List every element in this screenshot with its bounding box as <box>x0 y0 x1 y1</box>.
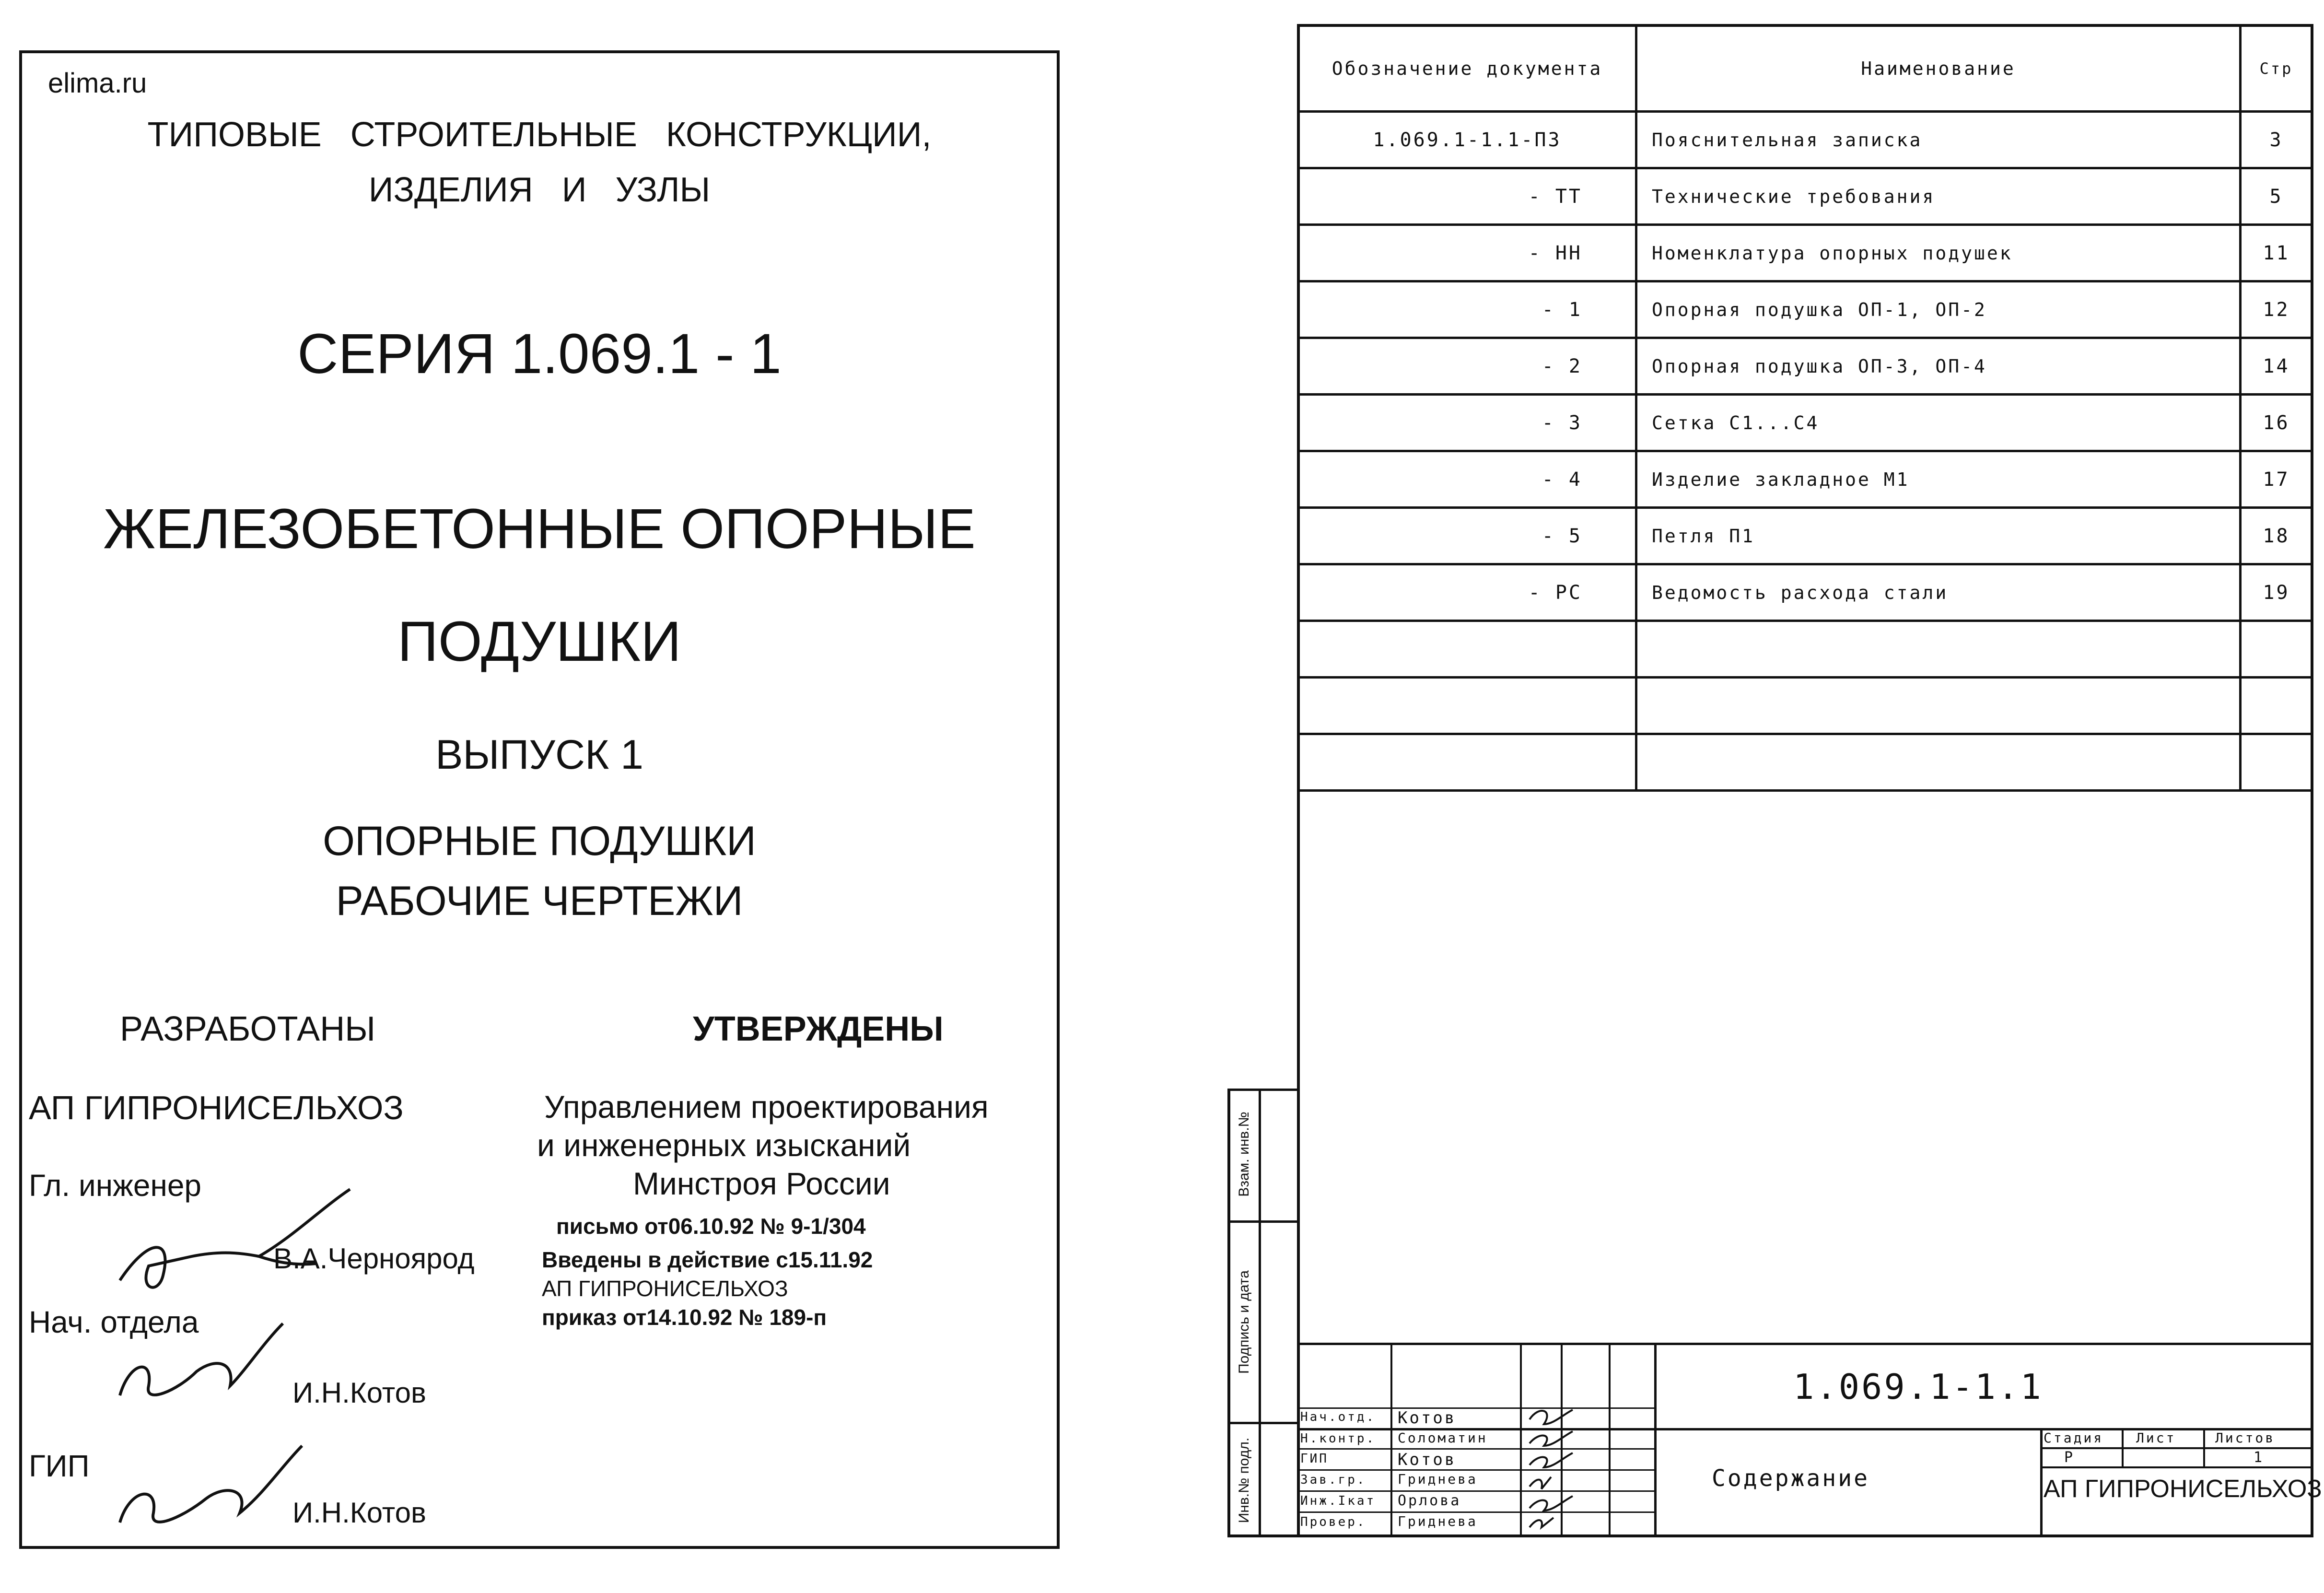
side-stamp-inv-replace: Взам. инв.№ <box>1236 1112 1252 1197</box>
effective-order: приказ от14.10.92 № 189-п <box>542 1305 827 1330</box>
row-name: Пояснительная записка <box>1636 112 2241 168</box>
approved-by-line-1: Управлением проектирования <box>544 1089 989 1124</box>
title-block-organization: АП ГИПРОНИСЕЛЬХОЗ <box>2044 1475 2322 1503</box>
contents-header-row <box>1298 25 2312 112</box>
empty-row <box>1298 678 2312 734</box>
row-designation: - 1 <box>1298 281 1636 338</box>
row-page: 18 <box>2241 508 2312 564</box>
row-name: Опорная подушка ОП-1, ОП-2 <box>1636 281 2241 338</box>
table-row <box>1298 168 2312 225</box>
row-name: Ведомость расхода стали <box>1636 564 2241 621</box>
side-stamp-sign-date: Подпись и дата <box>1236 1270 1252 1374</box>
people-name: Котов <box>1398 1408 1457 1428</box>
people-name: Орлова <box>1398 1492 1461 1509</box>
people-role: Зав.гр. <box>1300 1473 1366 1487</box>
people-name: Котов <box>1398 1450 1457 1469</box>
dept-head-role: Нач. отдела <box>29 1305 199 1339</box>
people-role: Провер. <box>1300 1515 1366 1529</box>
effective-org: АП ГИПРОНИСЕЛЬХОЗ <box>542 1276 788 1301</box>
document-title-line-2: ПОДУШКИ <box>397 610 681 673</box>
contents-table <box>1297 24 2313 792</box>
row-name: Опорная подушка ОП-3, ОП-4 <box>1636 338 2241 395</box>
title-block-stage-sep <box>2040 1447 2311 1449</box>
row-page: 17 <box>2241 451 2312 508</box>
frame-bottom <box>1227 1534 2313 1537</box>
row-name: Номенклатура опорных подушек <box>1636 225 2241 281</box>
table-row <box>1298 451 2312 508</box>
header-name: Наименование <box>1636 25 2241 112</box>
approved-by-line-2: и инженерных изысканий <box>537 1127 911 1163</box>
table-row <box>1298 508 2312 564</box>
table-row <box>1298 112 2312 168</box>
subtitle-line-2: РАБОЧИЕ ЧЕРТЕЖИ <box>336 878 743 924</box>
developed-heading: РАЗРАБОТАНЫ <box>120 1010 375 1048</box>
row-page: 19 <box>2241 564 2312 621</box>
title-block-col-1 <box>1390 1343 1392 1534</box>
series-number: СЕРИЯ 1.069.1 - 1 <box>297 322 782 386</box>
side-stamp-divider <box>1259 1089 1261 1537</box>
row-page: 12 <box>2241 281 2312 338</box>
empty-row <box>1298 734 2312 791</box>
row-page: 11 <box>2241 225 2312 281</box>
row-page: 5 <box>2241 168 2312 225</box>
title-block-doc-code: 1.069.1-1.1 <box>1793 1367 2043 1407</box>
row-page: 3 <box>2241 112 2312 168</box>
gip-name: И.Н.Котов <box>292 1497 426 1529</box>
row-name: Изделие закладное М1 <box>1636 451 2241 508</box>
chief-engineer-name: В.А.Черноярод <box>273 1242 475 1275</box>
site-watermark: elima.ru <box>48 68 147 99</box>
approved-by-line-3: Минстроя России <box>633 1166 890 1201</box>
document-title-line-1: ЖЕЛЕЗОБЕТОННЫЕ ОПОРНЫЕ <box>103 497 976 561</box>
stage-value: Р <box>2064 1449 2075 1466</box>
people-row-sep-2 <box>1297 1448 1657 1450</box>
sheet-value: 1 <box>2254 1449 2265 1466</box>
table-row <box>1298 395 2312 451</box>
row-designation: - 3 <box>1298 395 1636 451</box>
gip-role: ГИП <box>29 1449 90 1483</box>
row-designation: - 4 <box>1298 451 1636 508</box>
table-row <box>1298 338 2312 395</box>
people-name: Гриднева <box>1398 1471 1478 1487</box>
people-row-sep-1 <box>1297 1407 1657 1409</box>
header-designation: Обозначение документа <box>1298 25 1636 112</box>
row-designation: - РС <box>1298 564 1636 621</box>
table-row <box>1298 225 2312 281</box>
row-name: Технические требования <box>1636 168 2241 225</box>
row-designation: - 2 <box>1298 338 1636 395</box>
chief-engineer-role: Гл. инженер <box>29 1168 201 1203</box>
table-row <box>1298 281 2312 338</box>
issue-number: ВЫПУСК 1 <box>435 732 643 778</box>
people-role: Нач.отд. <box>1300 1410 1376 1424</box>
empty-row <box>1298 621 2312 678</box>
people-row-sep-3 <box>1297 1469 1657 1471</box>
people-name: Соломатин <box>1398 1430 1488 1446</box>
title-block-col-5 <box>1654 1343 1657 1534</box>
approval-letter: письмо от06.10.92 № 9-1/304 <box>556 1214 866 1239</box>
title-block-col-6 <box>2040 1428 2043 1534</box>
dept-head-name: И.Н.Котов <box>292 1377 426 1409</box>
row-designation: - 5 <box>1298 508 1636 564</box>
subtitle-line-1: ОПОРНЫЕ ПОДУШКИ <box>323 818 756 864</box>
row-page: 16 <box>2241 395 2312 451</box>
row-page: 14 <box>2241 338 2312 395</box>
row-designation: 1.069.1-1.1-ПЗ <box>1298 112 1636 168</box>
people-role: ГИП <box>1300 1452 1329 1466</box>
developer-organization: АП ГИПРОНИСЕЛЬХОЗ <box>29 1089 404 1126</box>
people-role: Инж.Iкат <box>1300 1494 1376 1508</box>
side-stamp-inv-orig: Инв.№ подл. <box>1236 1437 1252 1523</box>
sheets-label: Листов <box>2215 1430 2276 1446</box>
row-name: Сетка С1...С4 <box>1636 395 2241 451</box>
sheet-label: Лист <box>2136 1430 2176 1446</box>
header-line-2: ИЗДЕЛИЯ И УЗЛЫ <box>368 171 711 209</box>
title-block-signatures <box>1525 1405 1582 1530</box>
people-row-sep-4 <box>1297 1490 1657 1492</box>
title-block-sheet-title: Содержание <box>1712 1465 1869 1492</box>
header-page: Стр <box>2241 25 2312 112</box>
title-block-top <box>1297 1343 2311 1345</box>
approved-heading: УТВЕРЖДЕНЫ <box>693 1010 944 1048</box>
people-row-sep-5 <box>1297 1511 1657 1513</box>
header-line-1: ТИПОВЫЕ СТРОИТЕЛЬНЫЕ КОНСТРУКЦИИ, <box>147 116 932 154</box>
row-designation: - НН <box>1298 225 1636 281</box>
side-stamp-left-edge <box>1227 1089 1230 1537</box>
title-block-stage-bottom <box>2040 1466 2311 1468</box>
title-block-col-2 <box>1520 1343 1522 1534</box>
table-row <box>1298 564 2312 621</box>
title-block-col-4 <box>1609 1343 1611 1534</box>
people-name: Гриднева <box>1398 1513 1478 1529</box>
people-role: Н.контр. <box>1300 1431 1376 1446</box>
row-name: Петля П1 <box>1636 508 2241 564</box>
row-designation: - ТТ <box>1298 168 1636 225</box>
effective-date: Введены в действие с15.11.92 <box>542 1247 873 1272</box>
dept-head-signature <box>110 1314 312 1410</box>
stage-label: Стадия <box>2044 1430 2104 1446</box>
